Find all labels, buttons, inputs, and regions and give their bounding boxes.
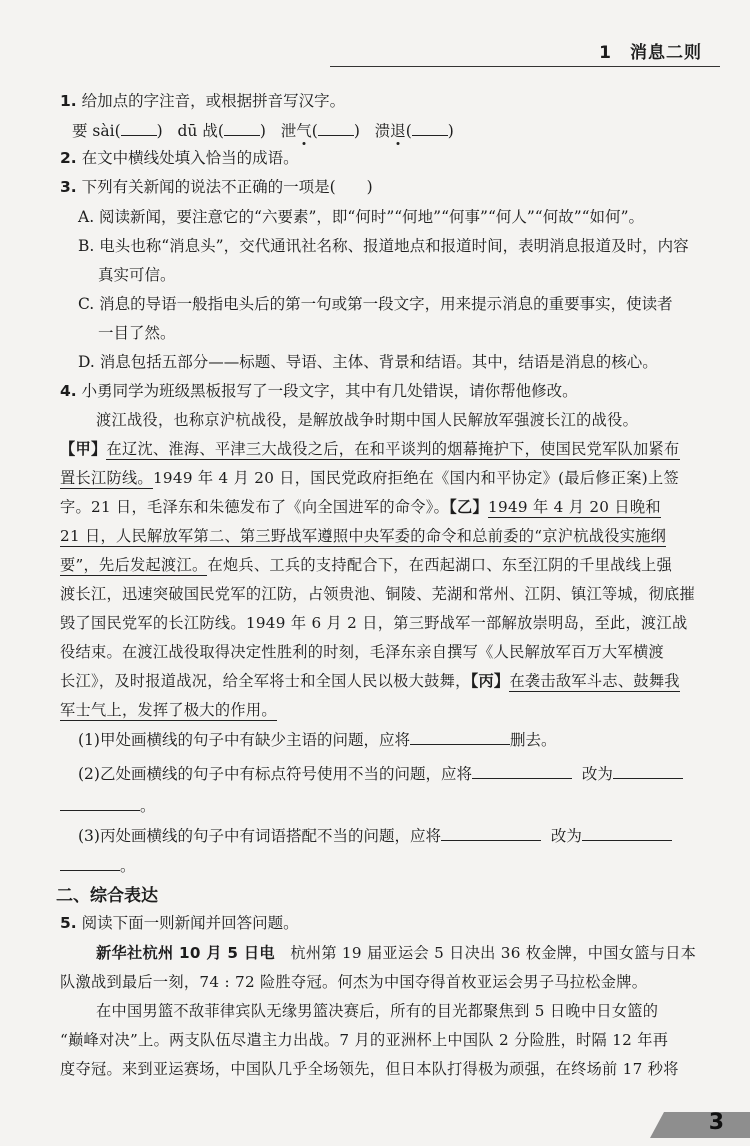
page-number-tab (650, 1112, 750, 1138)
item-text: 溃 (374, 122, 391, 140)
passage-line (60, 525, 712, 547)
item-text: ) (259, 122, 266, 140)
passage-line (60, 467, 712, 489)
item-text: ) (156, 122, 163, 140)
passage-line (60, 699, 712, 721)
question-1 (60, 90, 710, 112)
underlined-sentence-bing: 军士气上，发挥了极大的作用。 (60, 701, 277, 719)
news-dateline: 新华社杭州 10 月 5 日电 (96, 944, 275, 962)
item-text: ( (311, 122, 318, 140)
underlined-sentence-yi: 21 日，人民解放军第二、第三野战军遵照中央军委的命令和总前委的“京沪杭战役实施纲 (60, 527, 667, 545)
passage-text: 在炮兵、工兵的支持配合下，在西起湖口、东至江阴的千里战线上强 (207, 556, 673, 574)
item-text: 要 sài( (72, 122, 121, 140)
underlined-sentence-yi: 要”，先后发起渡江。 (60, 556, 208, 574)
underlined-sentence-bing: 在袭击敌军斗志、鼓舞我 (509, 672, 680, 690)
underlined-sentence-jia: 在辽沈、淮海、平津三大战役之后，在和平谈判的烟幕掩护下，使国民党军队加紧布 (106, 440, 680, 458)
answer-blank[interactable] (582, 824, 672, 841)
question-4 (60, 380, 710, 402)
item-text: ) (353, 122, 360, 140)
underlined-sentence-jia: 置长江防线。 (60, 469, 153, 487)
question-text: 小勇同学为班级黑板报写了一段文字，其中有几处错误，请你帮他修改。 (81, 382, 578, 400)
question-number: 5. (60, 914, 77, 932)
sub-question-text: (1)甲处画横线的句子中有缺少主语的问题，应将 (78, 731, 410, 749)
passage-line (60, 438, 712, 460)
option-b[interactable]: B. 电头也称“消息头”，交代通讯社名称、报道地点和报道时间，表明消息报道及时，内容 (78, 237, 689, 255)
news-line (96, 942, 712, 964)
option-a[interactable]: A. 阅读新闻，要注意它的“六要素”，即“何时”“何地”“何事”“何人”“何故”“如何”。 (78, 208, 644, 226)
answer-blank[interactable] (60, 794, 140, 811)
question-3 (60, 176, 710, 198)
item-text: ( (405, 122, 412, 140)
question-text: 在文中横线处填入恰当的成语。 (81, 149, 299, 167)
passage-line: 渡长江，迅速突破国民党军的江防，占领贵池、铜陵、芜湖和常州、江阴、镇江等城，彻底摧 (60, 585, 695, 603)
sub-question-2-continued (60, 794, 712, 817)
answer-blank[interactable] (472, 762, 572, 779)
page-number: 3 (708, 1110, 724, 1135)
item-text: dū 战( (177, 122, 224, 140)
sub-question-text: 。 (120, 857, 136, 875)
question-number: 1. (60, 92, 77, 110)
news-line: 在中国男篮不敌菲律宾队无缘男篮决赛后，所有的目光都聚焦到 5 日晚中日女篮的 (96, 1002, 659, 1020)
answer-blank[interactable] (412, 119, 448, 136)
question-number: 3. (60, 178, 77, 196)
sub-question-text: 改为 (581, 765, 613, 783)
sub-question-text: (2)乙处画横线的句子中有标点符号使用不当的问题，应将 (78, 765, 472, 783)
section-heading: 二、综合表达 (56, 886, 158, 906)
item-text: 泄 (280, 122, 297, 140)
sub-question-3 (78, 824, 710, 847)
passage-line (60, 670, 712, 692)
question-2 (60, 147, 710, 169)
mark-yi: 【乙】 (449, 498, 489, 516)
dotted-character: 退 (390, 122, 406, 140)
question-text: 下列有关新闻的说法不正确的一项是( ) (81, 178, 373, 196)
sub-question-1 (78, 728, 710, 751)
sub-question-text: 改为 (550, 827, 582, 845)
answer-blank[interactable] (60, 854, 120, 871)
passage-line: 毁了国民党军的长江防线。1949 年 6 月 2 日，第三野战军一部解放崇明岛，至此，渡江战 (60, 614, 688, 632)
option-b-continued: 真实可信。 (98, 266, 176, 284)
item-text: ) (447, 122, 454, 140)
dotted-character: 气 (296, 122, 312, 140)
answer-blank[interactable] (318, 119, 354, 136)
underlined-sentence-yi: 1949 年 4 月 20 日晚和 (488, 498, 661, 516)
header-rule (330, 66, 720, 67)
question-number: 4. (60, 382, 77, 400)
answer-blank[interactable] (410, 728, 510, 745)
question-5 (60, 912, 710, 934)
answer-blank[interactable] (613, 762, 683, 779)
question-text: 阅读下面一则新闻并回答问题。 (81, 914, 299, 932)
news-text: 杭州第 19 届亚运会 5 日决出 36 枚金牌，中国女篮与日本 (274, 944, 697, 962)
passage-line (60, 554, 712, 576)
mark-jia: 【甲】 (60, 440, 107, 458)
passage-line: 渡江战役，也称京沪杭战役，是解放战争时期中国人民解放军强渡长江的战役。 (96, 411, 639, 429)
option-d[interactable]: D. 消息包括五部分——标题、导语、主体、背景和结语。其中，结语是消息的核心。 (78, 353, 658, 371)
sub-question-text: 。 (140, 797, 156, 815)
news-line: “巅峰对决”上。两支队伍尽遣主力出战。7 月的亚洲杯上中国队 2 分险胜，时隔 12 年再 (60, 1031, 669, 1049)
passage-text: 字。21 日，毛泽东和朱德发布了《向全国进军的命令》。 (60, 498, 450, 516)
question-1-items (72, 119, 710, 142)
passage-text: 长江》，及时报道战况，给全军将士和全国人民以极大鼓舞， (60, 672, 471, 690)
option-c[interactable]: C. 消息的导语一般指电头后的第一句或第一段文字，用来提示消息的重要事实，使读者 (78, 295, 673, 313)
passage-line: 役结束。在渡江战役取得决定性胜利的时刻，毛泽东亲自撰写《人民解放军百万大军横渡 (60, 643, 665, 661)
mark-bing: 【丙】 (470, 672, 510, 690)
sub-question-text: 删去。 (509, 731, 557, 749)
sub-question-text: (3)丙处画横线的句子中有词语搭配不当的问题，应将 (78, 827, 441, 845)
answer-blank[interactable] (224, 119, 260, 136)
news-line: 队激战到最后一刻，74 : 72 险胜夺冠。何杰为中国夺得首枚亚运会男子马拉松金牌。 (60, 973, 648, 991)
question-text: 给加点的字注音，或根据拼音写汉字。 (81, 92, 346, 110)
passage-text: 1949 年 4 月 20 日，国民党政府拒绝在《国内和平协定》(最后修正案)上签 (152, 469, 679, 487)
option-c-continued: 一目了然。 (98, 324, 176, 342)
answer-blank[interactable] (441, 824, 541, 841)
question-number: 2. (60, 149, 77, 167)
page-header-title: 1 消息二则 (599, 43, 702, 63)
passage-line (60, 496, 712, 518)
answer-blank[interactable] (121, 119, 157, 136)
sub-question-3-continued (60, 854, 712, 877)
sub-question-2 (78, 762, 710, 785)
news-line: 度夺冠。来到亚运赛场，中国队几乎全场领先，但日本队打得极为顽强，在终场前 17 秒将 (60, 1060, 679, 1078)
